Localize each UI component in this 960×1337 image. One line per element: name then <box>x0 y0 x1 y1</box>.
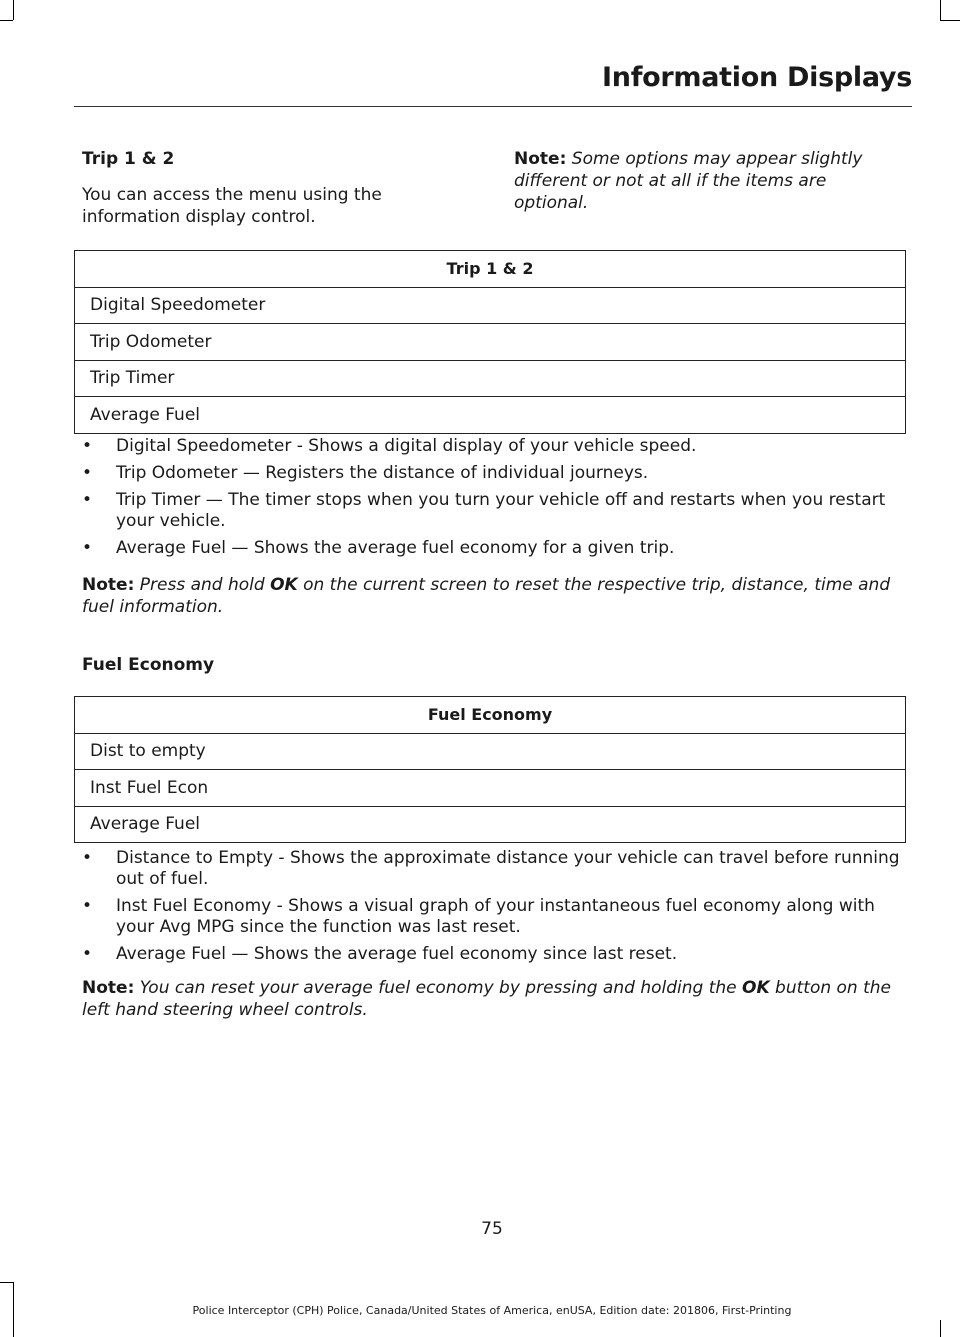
note-label: Note: <box>82 575 135 595</box>
edition-footer: Police Interceptor (CPH) Police, Canada/United States of America, enUSA, Edition date: 201806, First-Printing <box>192 1304 792 1317</box>
ok-key: OK <box>742 978 770 998</box>
trip-intro-text: You can access the menu using the information display control. <box>82 185 382 227</box>
note-text: Some options may appear slightly different or not at all if the items are optional. <box>514 149 863 213</box>
table-row: Average Fuel <box>75 806 906 843</box>
crop-mark <box>940 1320 941 1337</box>
list-item: • Average Fuel — Shows the average fuel economy for a given trip. <box>82 538 908 559</box>
list-item: • Trip Odometer — Registers the distance of individual journeys. <box>82 463 908 484</box>
page-number: 75 <box>481 1219 503 1239</box>
list-item: • Average Fuel — Shows the average fuel economy since last reset. <box>82 944 908 965</box>
note-text: button on the left hand steering wheel controls. <box>82 978 891 1020</box>
list-item: • Trip Timer — The timer stops when you turn your vehicle off and restarts when you restart your vehicle. <box>82 490 908 532</box>
list-item: • Digital Speedometer - Shows a digital display of your vehicle speed. <box>82 436 908 457</box>
list-item: • Inst Fuel Economy - Shows a visual graph of your instantaneous fuel economy along with your Avg MPG since the function was last reset. <box>82 896 908 938</box>
crop-mark <box>940 0 941 20</box>
crop-mark <box>0 1282 13 1283</box>
note-text: Press and hold <box>134 575 271 595</box>
crop-mark <box>0 20 13 21</box>
fuel-reset-note <box>82 977 908 1021</box>
table-header: Fuel Economy <box>75 697 906 734</box>
header-divider <box>74 106 912 107</box>
table-header: Trip 1 & 2 <box>75 251 906 288</box>
table-row: Trip Timer <box>75 360 906 397</box>
note-label: Note: <box>514 149 567 169</box>
crop-mark <box>940 20 960 21</box>
trip-intro <box>82 148 482 228</box>
table-row: Dist to empty <box>75 733 906 770</box>
table-row: Inst Fuel Econ <box>75 770 906 807</box>
crop-mark <box>13 0 14 20</box>
trip-options-note <box>514 148 904 214</box>
fuel-economy-heading: Fuel Economy <box>82 655 215 675</box>
trip-menu-table <box>74 250 906 434</box>
note-label: Note: <box>82 978 135 998</box>
trip-heading: Trip 1 & 2 <box>82 149 175 169</box>
table-row: Average Fuel <box>75 397 906 434</box>
fuel-bullet-list <box>82 848 908 971</box>
note-text: on the current screen to reset the respective trip, distance, time and fuel information. <box>82 575 891 617</box>
trip-reset-note <box>82 574 908 618</box>
trip-bullet-list <box>82 436 908 565</box>
page-title: Information Displays <box>602 62 912 93</box>
table-row: Trip Odometer <box>75 324 906 361</box>
table-row: Digital Speedometer <box>75 287 906 324</box>
ok-key: OK <box>270 575 298 595</box>
fuel-menu-table <box>74 696 906 843</box>
list-item: • Distance to Empty - Shows the approximate distance your vehicle can travel before running out of fuel. <box>82 848 908 890</box>
note-text: You can reset your average fuel economy by pressing and holding the <box>134 978 743 998</box>
